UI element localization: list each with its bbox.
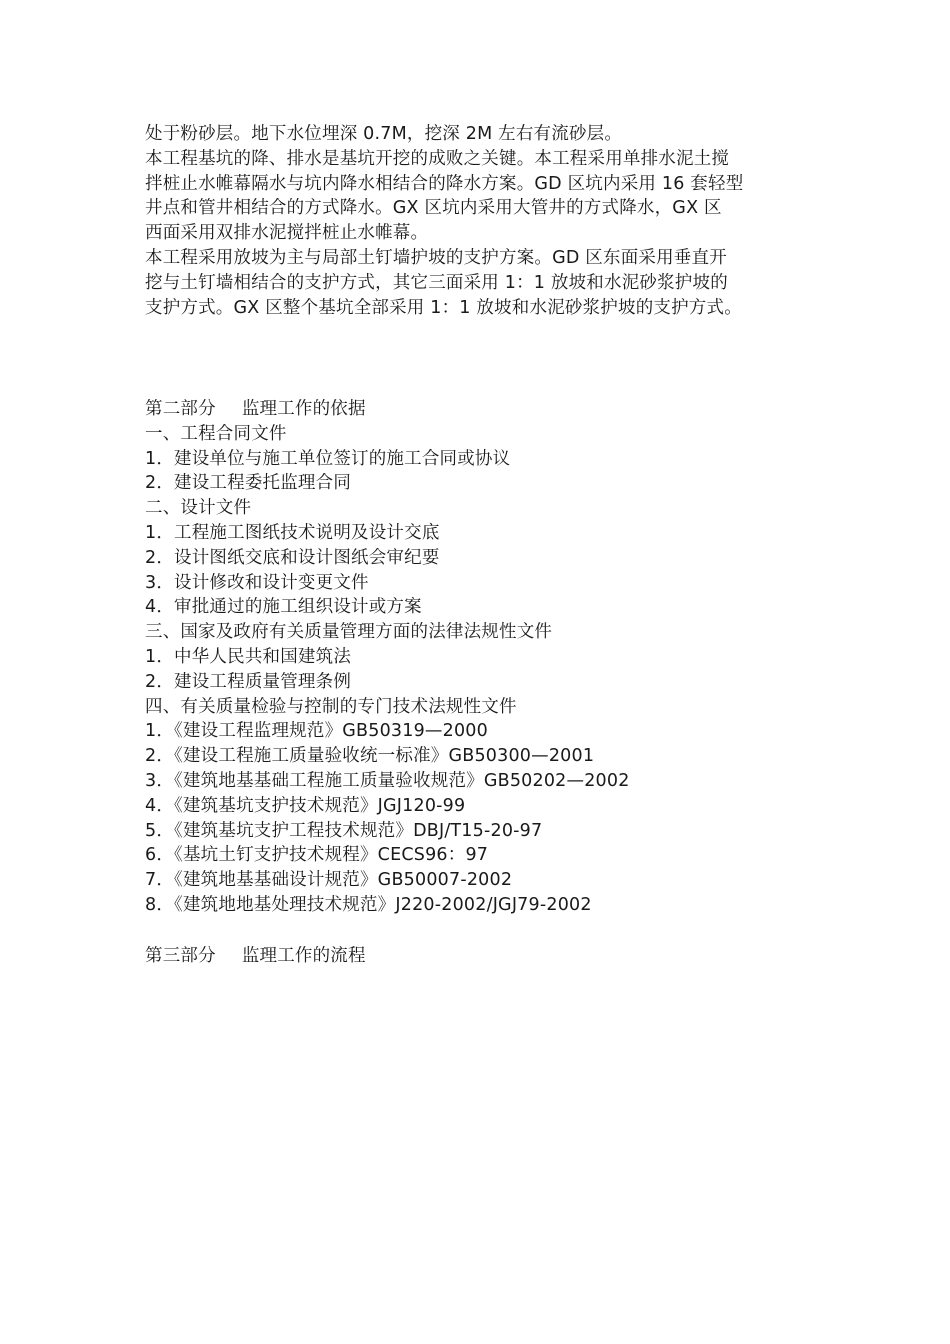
basis-line: 2．建设工程质量管理条例: [145, 671, 352, 692]
intro-line: 拌桩止水帷幕隔水与坑内降水相结合的降水方案。GD 区坑内采用 16 套轻型: [145, 173, 744, 194]
basis-line: 7．《建筑地基基础设计规范》GB50007-2002: [145, 870, 513, 891]
basis-line: 2．《建设工程施工质量验收统一标准》GB50300—2001: [145, 746, 595, 767]
basis-line: 1．工程施工图纸技术说明及设计交底: [145, 522, 440, 543]
basis-line: 5．《建筑基坑支护工程技术规范》DBJ/T15-20-97: [145, 820, 543, 841]
part3-section: [145, 944, 815, 969]
basis-line: 2．建设工程委托监理合同: [145, 473, 352, 494]
basis-line: 3．《建筑地基基础工程施工质量验收规范》GB50202—2002: [145, 770, 630, 791]
basis-line: 3．设计修改和设计变更文件: [145, 572, 369, 593]
intro-line: 处于粉砂层。地下水位埋深 0.7M，挖深 2M 左右有流砂层。: [145, 124, 623, 144]
intro-line: 挖与土钉墙相结合的支护方式，其它三面采用 1：1 放坡和水泥砂浆护坡的: [145, 272, 728, 293]
basis-line: 4．审批通过的施工组织设计或方案: [145, 597, 422, 618]
intro-line: 支护方式。GX 区整个基坑全部采用 1：1 放坡和水泥砂浆护坡的支护方式。: [145, 297, 742, 318]
part2-section: [145, 397, 815, 918]
intro-line: 本工程基坑的降、排水是基坑开挖的成败之关键。本工程采用单排水泥土搅: [145, 148, 730, 169]
basis-line: 4．《建筑基坑支护技术规范》JGJ120-99: [145, 795, 466, 816]
basis-line: 三、国家及政府有关质量管理方面的法律法规性文件: [145, 622, 553, 643]
basis-line: 二、设计文件: [145, 498, 252, 519]
basis-line: 2．设计图纸交底和设计图纸会审纪要: [145, 547, 440, 568]
part2-label: 第二部分: [145, 399, 216, 419]
basis-line: 6．《基坑土钉支护技术规程》CECS96：97: [145, 845, 489, 866]
part3-label: 第三部分: [145, 946, 216, 966]
part2-title: 监理工作的依据: [241, 399, 366, 419]
part3-heading: [145, 944, 815, 969]
intro-section: [145, 122, 815, 320]
basis-line: 四、有关质量检验与控制的专门技术法规性文件: [145, 696, 517, 717]
intro-line: 本工程采用放坡为主与局部土钉墙护坡的支护方案。GD 区东面采用垂直开: [145, 247, 727, 268]
basis-line: 1．《建设工程监理规范》GB50319—2000: [145, 721, 488, 742]
basis-line: 1．中华人民共和国建筑法: [145, 646, 352, 667]
basis-line: 8．《建筑地地基处理技术规范》J220-2002/JGJ79-2002: [145, 894, 592, 915]
part2-heading: [145, 397, 815, 422]
intro-line: 井点和管井相结合的方式降水。GX 区坑内采用大管井的方式降水，GX 区: [145, 198, 722, 219]
basis-line: 一、工程合同文件: [145, 423, 287, 444]
basis-line: 1．建设单位与施工单位签订的施工合同或协议: [145, 448, 511, 469]
intro-line: 西面采用双排水泥搅拌桩止水帷幕。: [145, 223, 429, 244]
part3-title: 监理工作的流程: [241, 946, 366, 966]
